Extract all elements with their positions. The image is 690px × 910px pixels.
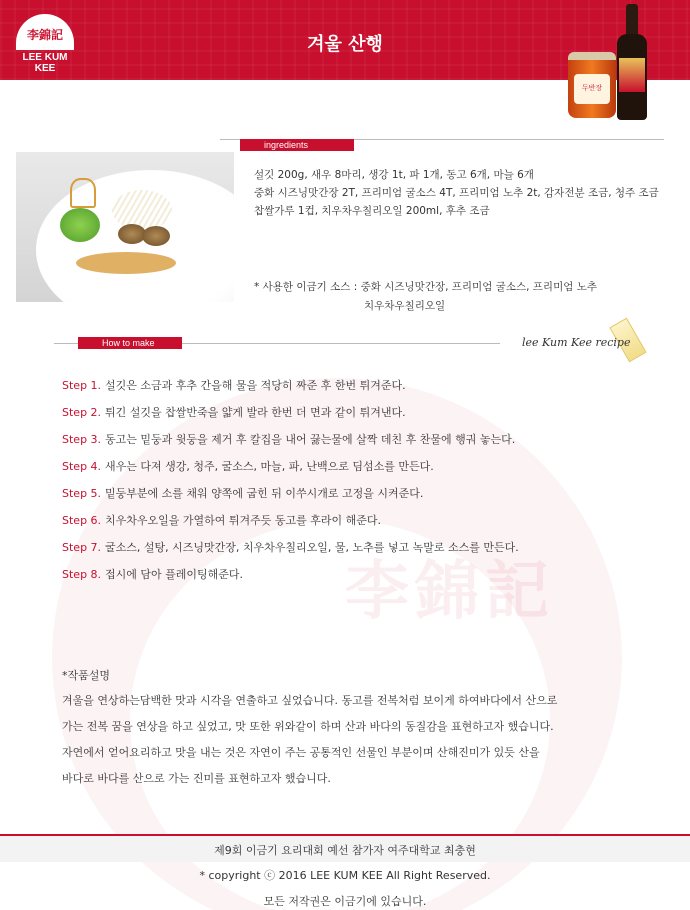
crisp-garnish — [70, 178, 96, 208]
sauce-drizzle — [76, 252, 176, 274]
step-number: Step 8. — [62, 568, 102, 581]
dish-photo — [16, 152, 234, 302]
step-number: Step 5. — [62, 487, 102, 500]
ingredient-line: 찹쌀가루 1컵, 치우차우칠리오일 200ml, 후추 조금 — [254, 205, 490, 217]
step-number: Step 7. — [62, 541, 102, 554]
step-item — [62, 453, 662, 480]
ingredient-line: 설깃 200g, 새우 8마리, 생강 1t, 파 1개, 동고 6개, 마늘 6개 — [254, 169, 534, 181]
step-text: 튀긴 설깃을 찹쌀반죽을 얇게 발라 한번 더 면과 같이 튀겨낸다. — [105, 406, 406, 419]
step-text: 치우차우오일을 가열하여 튀겨주듯 동고를 후라이 해준다. — [105, 514, 382, 527]
fried-noodle — [112, 190, 172, 230]
jar-label: 두반장 — [574, 74, 610, 104]
sauce-note-line: * 사용한 이금기 소스 : 중화 시즈닝맛간장, 프리미엄 굴소스, 프리미엄 노추 — [254, 281, 597, 293]
logo-hanja: 李錦記 — [26, 28, 63, 42]
dish-description — [62, 664, 662, 792]
step-text: 새우는 다져 생강, 청주, 굴소스, 마늘, 파, 난백으로 딤섬소를 만든다. — [105, 460, 434, 473]
description-title: *작품설명 — [62, 669, 111, 682]
footer-participant: 제9회 이금기 요리대회 예선 참가자 여주대학교 최충현 — [214, 844, 476, 857]
step-item — [62, 534, 662, 561]
description-line: 가는 전복 꿈을 연상을 하고 싶었고, 맛 또한 위와같이 하며 산과 바다의 동질감을 표현하고자 했습니다. — [62, 720, 554, 733]
step-item — [62, 426, 662, 453]
step-item — [62, 372, 662, 399]
description-line: 바다로 바다를 산으로 가는 진미를 표현하고자 했습니다. — [62, 772, 331, 785]
sauce-note — [254, 278, 684, 316]
ingredients-list — [254, 166, 684, 220]
step-text: 설깃은 소금과 후추 간을해 물을 적당히 짜준 후 한번 튀겨준다. — [105, 379, 406, 392]
step-number: Step 2. — [62, 406, 102, 419]
bottle-neck — [626, 4, 638, 36]
steps-list — [62, 372, 662, 588]
step-number: Step 3. — [62, 433, 102, 446]
step-text: 굴소스, 설탕, 시즈닝맛간장, 치우차우칠리오일, 물, 노추를 넣고 녹말로 소스를 만든다. — [105, 541, 519, 554]
ingredient-line: 중화 시즈닝맛간장 2T, 프리미엄 굴소스 4T, 프리미엄 노추 2t, 감자전분 조금, 청주 조금 — [254, 187, 659, 199]
page-title: 겨울 산행 — [307, 34, 383, 55]
step-number: Step 1. — [62, 379, 102, 392]
sauce-jar-image — [568, 52, 616, 118]
bottle-label — [619, 58, 645, 92]
sauce-bottle-image — [617, 4, 647, 120]
logo-text: LEE KUM KEE — [22, 52, 68, 74]
howto-tag: How to make — [78, 337, 182, 349]
ingredients-tag: ingredients — [240, 139, 354, 151]
description-line: 자연에서 얻어요리하고 맛을 내는 것은 자연이 주는 공통적인 선물인 부분이며 산해진미가 있듯 산을 — [62, 746, 540, 759]
step-number: Step 4. — [62, 460, 102, 473]
sauce-note-line: 치우차우칠리오일 — [364, 300, 446, 312]
footer-rights: 모든 저작권은 이금기에 있습니다. — [263, 895, 427, 908]
description-line: 겨울을 연상하는담백한 맛과 시각을 연출하고 싶었습니다. 동고를 전복처럼 보이게 하여바다에서 산으로 — [62, 694, 558, 707]
step-text: 밑둥부분에 소를 채워 양쪽에 굽힌 뒤 이쑤시개로 고정을 시켜준다. — [105, 487, 424, 500]
step-item — [62, 399, 662, 426]
footer-copyright: * copyright ⓒ 2016 LEE KUM KEE All Right Reserved. — [199, 869, 491, 882]
step-item — [62, 507, 662, 534]
step-item — [62, 480, 662, 507]
step-text: 접시에 담아 플레이팅해준다. — [105, 568, 244, 581]
watermark-hanja: 李錦記 — [345, 554, 555, 629]
step-text: 동고는 밑둥과 윗둥을 제거 후 칼집을 내어 끓는물에 살짝 데친 후 찬물에 행궈 놓는다. — [105, 433, 516, 446]
green-puree — [60, 208, 100, 242]
stuffed-mushroom — [142, 226, 170, 246]
step-item — [62, 561, 662, 588]
step-number: Step 6. — [62, 514, 102, 527]
recipe-signature: lee Kum Kee recipe — [522, 336, 631, 349]
